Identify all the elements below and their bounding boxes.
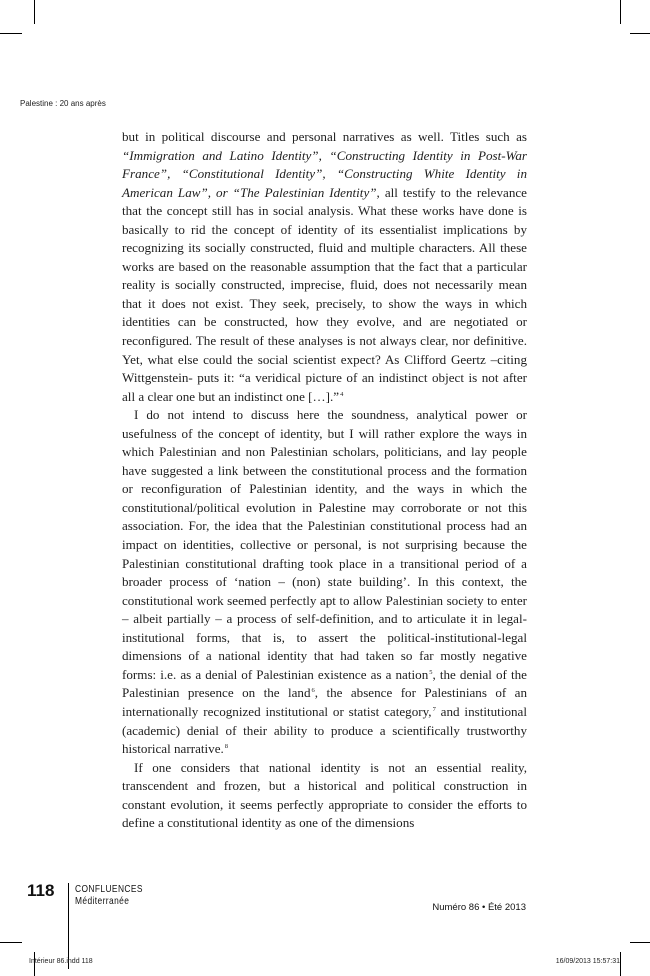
journal-logo — [75, 884, 160, 906]
paragraph-1 — [122, 128, 527, 406]
paragraph-3 — [122, 759, 527, 833]
running-head: Palestine : 20 ans après — [20, 99, 106, 108]
logo-line-1: CONFLUENCES — [75, 883, 143, 895]
footnote-ref-4: 4 — [340, 390, 344, 398]
p1-text-2: all testify to the relevance that the concept still has in social analysis. What these works have done is basically to rid the concept of identity of its essentialist implications by recognizing its socially constructed, fluid and multiple characters. All these works are based on the reasonable assumption that the fact that a particular reality is socially constructed, imprecise, fluid, does not necessarily mean that it does not exist. They seek, precisely, to show the ways in which identities can be constructed, how they evolve, and are negotiated or reconfigured. The result of these analyses is not always clear, nor definitive. Yet, what else could the social scientist expect? As Clifford Geertz –citing Wittgenstein- puts it: “a veridical picture of an indistinct object is not after all a clear one but an indistinct one […].” — [122, 184, 527, 404]
p2-text-1: I do not intend to discuss here the soundness, analytical power or usefulness of the concept of identity, but I will rather explore the ways in which Palestinian and non Palestinian scholars, politicians, and lay people have suggested a link between the constitutional process and the formation or reconfiguration of Palestinian identity, and the ways in which the constitutional/political evolution in Palestine may corroborate or not this association. For, the idea that the Palestinian constitutional process had an impact on identities, collective or personal, is not surprising because the Palestinian constitutional drafting took place in a transitional period of a broader process of ‘nation – (non) state building’. In this context, the constitutional work seemed perfectly apt to allow Palestinian society to enter – albeit partially – a process of self-definition, and to articulate it in legal-institutional forms, that is, to assert the political-institutional-legal dimensions of a national identity that had taken so far mostly negative forms: i.e. as a denial of Palestinian existence as a nation — [122, 407, 527, 682]
p2-text-3: , the absence for Palestinians of an internationally recognized institutional or statist category, — [122, 685, 527, 719]
crop-mark-top-left-h — [0, 33, 22, 34]
p3-text-1: If one considers that national identity is not an essential reality, transcendent and frozen, but a historical and political construction in constant evolution, it seems perfectly appropriate to consider the efforts to define a constitutional identity as one of the dimensions — [122, 759, 527, 831]
issue-info: Numéro 86 • Été 2013 — [432, 902, 526, 913]
crop-mark-bottom-right-h — [630, 942, 650, 943]
footnote-ref-7: 7 — [432, 705, 436, 713]
paragraph-2 — [122, 406, 527, 758]
page-number: 118 — [27, 881, 55, 900]
p2-text-4: and institutional (academic) denial of their ability to produce a scientifically trustworthy historical narrative. — [122, 703, 527, 757]
footnote-ref-5: 5 — [429, 668, 433, 676]
article-body — [122, 128, 527, 833]
crop-mark-bottom-right-v — [620, 952, 621, 976]
crop-mark-top-left-v — [34, 0, 35, 24]
p1-titles-italic: “Immigration and Latino Identity”, “Constructing Identity in Post-War France”, “Constitutional Identity”, “Constructing White Identity in American Law”, or “The Palestinian Identity”, — [122, 147, 527, 200]
crop-mark-top-right-v — [620, 0, 621, 24]
footnote-ref-6: 6 — [311, 687, 315, 695]
footnote-ref-8: 8 — [224, 743, 229, 751]
slug-timestamp: 16/09/2013 15:57:31 — [555, 958, 620, 965]
p2-text-2: , the denial of the Palestinian presence on the land — [122, 666, 527, 701]
slug-filename: Intérieur 86.indd 118 — [29, 958, 93, 965]
crop-mark-bottom-left-h — [0, 942, 22, 943]
p1-text-1: but in political discourse and personal narratives as well. Titles such as — [122, 129, 527, 144]
crop-mark-top-right-h — [630, 33, 650, 34]
footer-divider — [68, 883, 69, 969]
logo-line-2: Méditerranée — [75, 894, 130, 907]
